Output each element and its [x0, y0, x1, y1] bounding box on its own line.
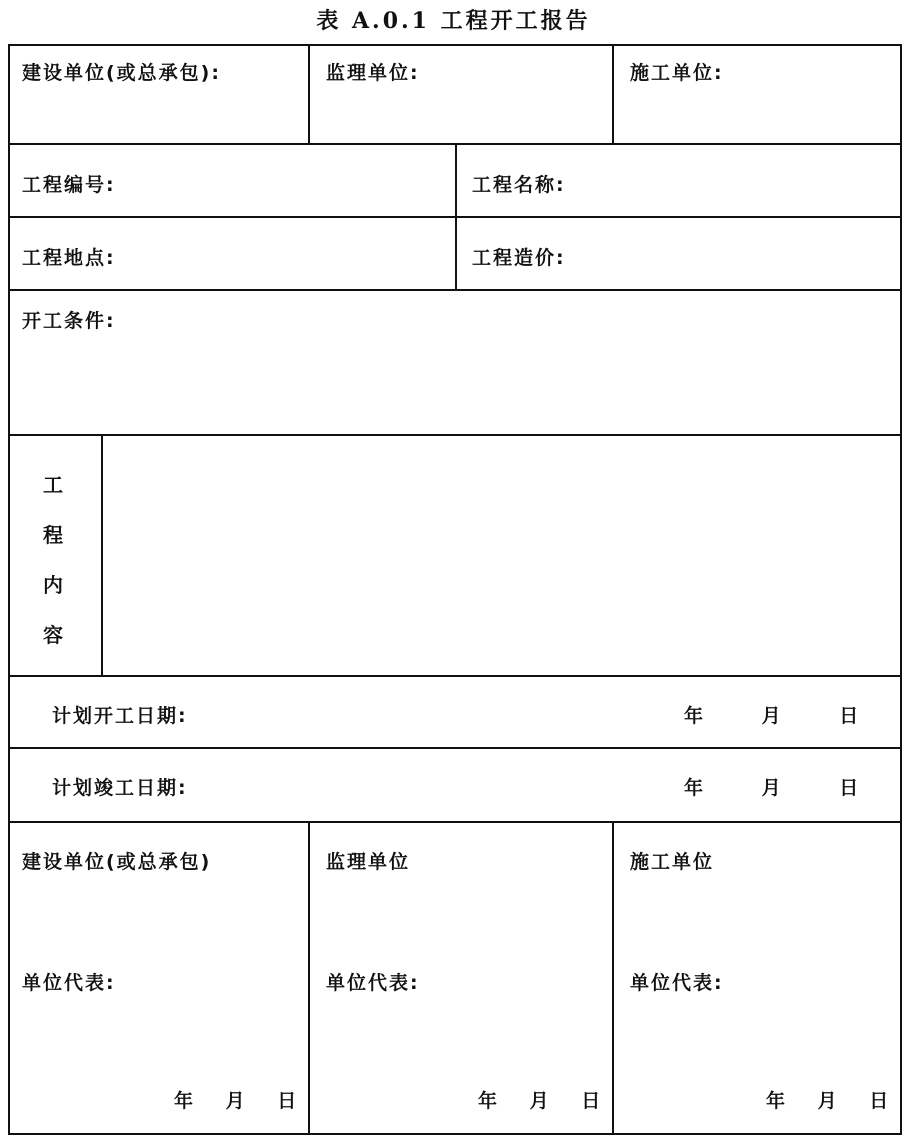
year-label: 年 [684, 705, 704, 727]
year-label: 年 [478, 1090, 498, 1112]
content-char: 程 [43, 523, 63, 547]
row-divider [8, 747, 902, 749]
content-char: 容 [43, 623, 63, 647]
row-divider [8, 675, 902, 677]
page-title: 表 A.0.1 工程开工报告 [316, 8, 591, 34]
col-divider [101, 434, 103, 676]
month-label: 月 [529, 1090, 549, 1112]
start-conditions-label: 开工条件: [22, 310, 116, 332]
planned-completion-label: 计划竣工日期: [52, 777, 188, 799]
sign-supervision-rep-label: 单位代表: [326, 972, 420, 994]
sign-supervision-date [478, 1086, 600, 1113]
row-divider [8, 821, 902, 823]
sign-construction-unit-title: 建设单位(或总承包) [22, 851, 212, 873]
content-char: 工 [43, 473, 63, 497]
col-divider [455, 143, 457, 290]
sign-builder-unit-title: 施工单位 [630, 851, 715, 873]
project-name-label: 工程名称: [472, 174, 566, 196]
project-number-label: 工程编号: [22, 174, 116, 196]
row-divider [8, 434, 902, 436]
sign-builder-rep-label: 单位代表: [630, 972, 724, 994]
planned-start-date [684, 701, 858, 728]
col-divider [308, 44, 310, 144]
day-label: 日 [581, 1090, 601, 1112]
sign-construction-rep-label: 单位代表: [22, 972, 116, 994]
day-label: 日 [869, 1090, 889, 1112]
supervision-unit-label: 监理单位: [326, 62, 420, 84]
day-label: 日 [277, 1090, 297, 1112]
content-char: 内 [43, 573, 63, 597]
construction-unit-label: 建设单位(或总承包): [22, 62, 221, 84]
sign-supervision-unit-title: 监理单位 [326, 851, 411, 873]
col-divider [612, 44, 614, 144]
month-label: 月 [761, 705, 781, 727]
year-label: 年 [174, 1090, 194, 1112]
project-location-label: 工程地点: [22, 247, 116, 269]
planned-completion-date [684, 773, 858, 800]
month-label: 月 [225, 1090, 245, 1112]
col-divider [308, 821, 310, 1135]
year-label: 年 [766, 1090, 786, 1112]
project-cost-label: 工程造价: [472, 247, 566, 269]
sign-builder-date [766, 1086, 888, 1113]
sign-construction-date [174, 1086, 296, 1113]
day-label: 日 [839, 705, 859, 727]
day-label: 日 [839, 777, 859, 799]
year-label: 年 [684, 777, 704, 799]
month-label: 月 [817, 1090, 837, 1112]
month-label: 月 [761, 777, 781, 799]
project-content-label [38, 460, 68, 660]
planned-start-label: 计划开工日期: [52, 705, 188, 727]
builder-unit-label: 施工单位: [630, 62, 724, 84]
col-divider [612, 821, 614, 1135]
